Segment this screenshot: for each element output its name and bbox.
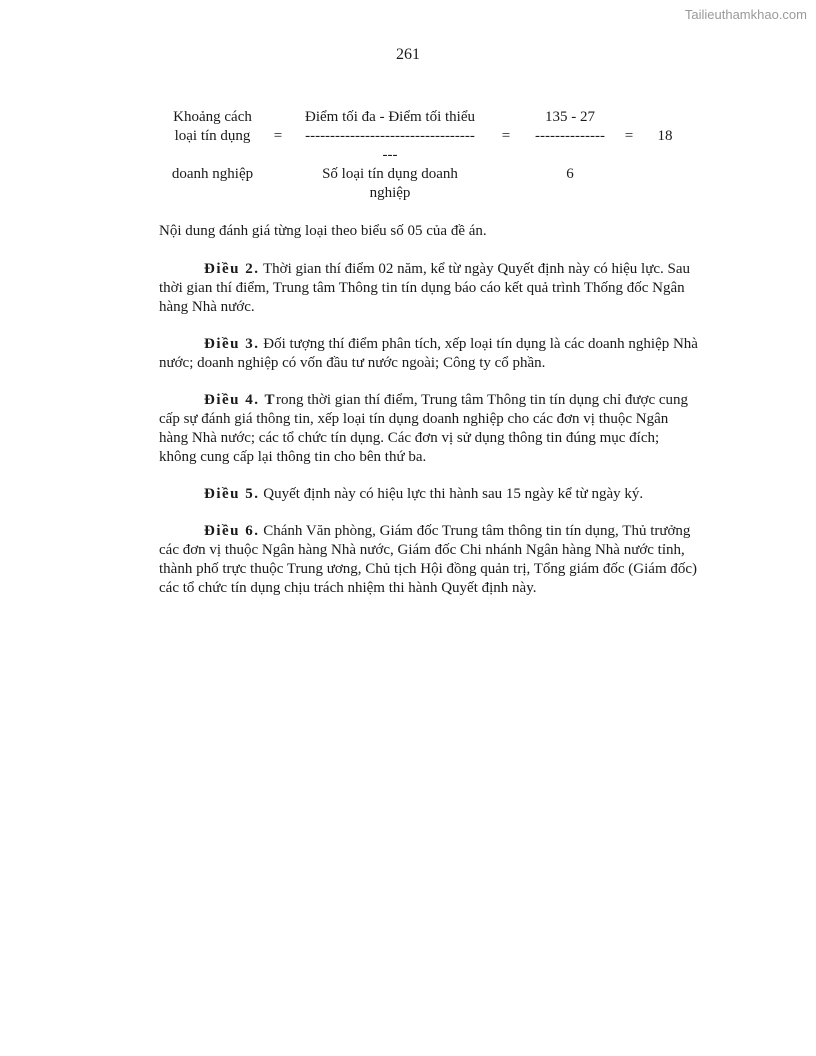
article-5-text: Quyết định này có hiệu lực thi hành sau 15 ngày kể từ ngày ký.	[259, 486, 644, 502]
article-2	[159, 260, 699, 317]
article-2-text: Thời gian thí điểm 02 năm, kể từ ngày Quyết định này có hiệu lực. Sau thời gian thí điểm, Trung tâm Thông tin tín dụng báo cáo kết quả trình Thống đốc Ngân hàng Nhà nước.	[159, 261, 691, 315]
article-6-label: Điều 6.	[204, 523, 260, 539]
article-4	[159, 391, 699, 467]
article-5	[159, 485, 699, 504]
article-4-label: Điều 4. T	[204, 392, 276, 408]
intro-paragraph: Nội dung đánh giá từng loại theo biểu số 05 của đề án.	[159, 223, 487, 239]
article-3-text: Đối tượng thí điểm phân tích, xếp loại tín dụng là các doanh nghiệp Nhà nước; doanh nghiệp có vốn đầu tư nước ngoài; Công ty cổ phần.	[159, 336, 698, 371]
article-6	[159, 522, 699, 598]
article-2-label: Điều 2.	[204, 261, 260, 277]
formula-denominator: Số loại tín dụng doanh nghiệp	[322, 166, 458, 201]
fraction-bar-1-cont: ---	[382, 147, 398, 163]
formula-left-line3: doanh nghiệp	[171, 166, 254, 182]
fraction-bar-2: --------------	[535, 128, 605, 144]
formula-num-value: 135 - 27	[545, 109, 595, 125]
formula-left-line1: Khoảng cách	[173, 109, 252, 125]
article-6-text: Chánh Văn phòng, Giám đốc Trung tâm thông tin tín dụng, Thủ trưởng các đơn vị thuộc Ngân hàng Nhà nước, Giám đốc Chi nhánh Ngân hàng Nhà nước tỉnh, thành phố trực thuộc Trung ương, Chủ tịch Hội đồng quản trị, Tổng giám đốc (Giám đốc) các tổ chức tín dụng chịu trách nhiệm thi hành Quyết định này.	[159, 523, 698, 596]
formula-den-value: 6	[566, 166, 574, 182]
formula-result: 18	[657, 128, 673, 144]
equals-sign-3: =	[624, 128, 634, 144]
article-5-label: Điều 5.	[204, 486, 260, 502]
article-4-text: rong thời gian thí điểm, Trung tâm Thông tin tín dụng chỉ được cung cấp sự đánh giá thông tin, xếp loại tín dụng doanh nghiệp cho các đơn vị thuộc Ngân hàng Nhà nước; các tổ chức tín dụng. Các đơn vị sử dụng thông tin đúng mục đích; không cung cấp lại thông tin cho bên thứ ba.	[159, 392, 689, 465]
article-3	[159, 335, 699, 373]
fraction-bar-1: ----------------------------------	[305, 128, 475, 144]
formula-numerator: Điểm tối đa - Điểm tối thiểu	[305, 109, 475, 125]
equals-sign-2: =	[501, 128, 511, 144]
article-3-label: Điều 3.	[204, 336, 260, 352]
watermark: Tailieuthamkhao.com	[684, 7, 807, 22]
formula-left-line2: loại tín dụng	[174, 128, 251, 144]
page-number: 261	[396, 46, 420, 63]
equals-sign-1: =	[273, 128, 283, 144]
